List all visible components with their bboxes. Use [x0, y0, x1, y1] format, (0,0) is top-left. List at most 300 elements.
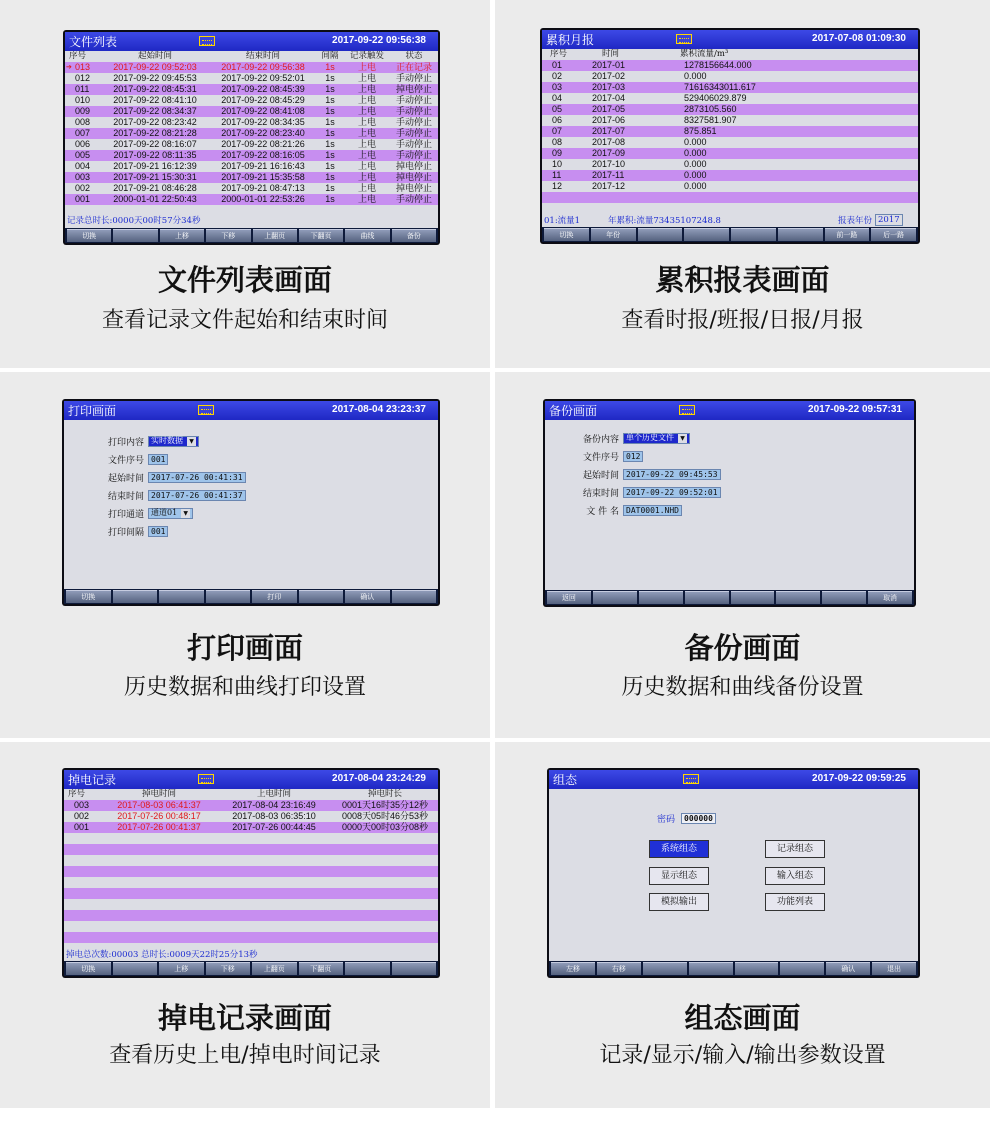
- config-option-button[interactable]: 输入组态: [765, 867, 825, 885]
- table-cell: 2873105.560: [684, 104, 737, 114]
- table-cell: 2017-09-21 15:35:58: [221, 172, 305, 182]
- function-key-8[interactable]: [392, 962, 437, 975]
- function-key-1[interactable]: 切换: [66, 590, 111, 603]
- table-cell: 06: [552, 115, 563, 125]
- table-row[interactable]: [65, 161, 438, 172]
- function-key-4[interactable]: [206, 590, 251, 603]
- table-row[interactable]: [542, 93, 918, 104]
- table-cell: 1s: [325, 62, 335, 72]
- table-cell: 001: [75, 194, 91, 204]
- field-label: 结束时间: [582, 488, 619, 499]
- report-caption-sub: 查看时报/班报/日报/月报: [621, 308, 864, 333]
- table-cell: 2017-09-22 08:16:05: [221, 150, 305, 160]
- backup-title: 备份画面: [549, 404, 598, 418]
- table-cell: 11: [552, 170, 562, 180]
- function-key-8[interactable]: 退出: [872, 962, 916, 975]
- table-row[interactable]: [65, 117, 438, 128]
- function-key-8[interactable]: 后一路: [871, 228, 916, 241]
- function-key-1[interactable]: 切换: [66, 962, 111, 975]
- col-header: 序号: [68, 789, 86, 799]
- col-header: 记录触发: [349, 51, 384, 61]
- keyboard-icon: [676, 34, 692, 44]
- field-label: 结束时间: [107, 491, 144, 502]
- table-row[interactable]: [542, 82, 918, 93]
- table-row[interactable]: [65, 106, 438, 117]
- table-cell: 掉电停止: [395, 84, 432, 94]
- table-cell: 2017-09-22 09:45:53: [113, 73, 197, 83]
- report-datetime: 2017-07-08 01:09:30: [812, 33, 906, 44]
- chevron-down-icon[interactable]: ▼: [678, 434, 687, 443]
- config-option-button[interactable]: 系统组态: [649, 840, 709, 858]
- table-row[interactable]: [64, 811, 438, 822]
- table-cell: 009: [75, 106, 91, 116]
- table-cell: 2017-07-26 00:44:45: [232, 822, 316, 832]
- chevron-down-icon[interactable]: ▼: [187, 437, 196, 446]
- table-cell: 手动停止: [395, 106, 432, 116]
- panel-report: [495, 0, 990, 368]
- empty-row: [64, 888, 438, 899]
- table-row[interactable]: [65, 194, 438, 205]
- table-cell: 010: [75, 95, 91, 105]
- config-datetime: 2017-09-22 09:59:25: [812, 773, 906, 784]
- table-cell: 手动停止: [395, 150, 432, 160]
- table-cell: 2017-09-22 08:23:40: [221, 128, 305, 138]
- keyboard-icon: [683, 774, 699, 784]
- function-key-3[interactable]: 上移: [159, 962, 204, 975]
- file-list-title-bar: [65, 32, 438, 51]
- function-key-3[interactable]: [639, 591, 683, 604]
- empty-row: [64, 833, 438, 844]
- config-function-bar: [549, 961, 918, 976]
- form-row: [573, 465, 721, 483]
- config-option-button[interactable]: 模拟输出: [649, 893, 709, 911]
- table-cell: 2017-08-04 23:16:49: [232, 800, 316, 810]
- print-function-bar: [64, 589, 438, 604]
- table-cell: 上电: [357, 172, 376, 182]
- table-cell: 2017-09-22 08:16:07: [113, 139, 197, 149]
- table-cell: 2017-12: [592, 181, 626, 191]
- table-cell: 2017-09-22 09:52:03: [113, 62, 197, 72]
- power-table: [64, 800, 438, 954]
- table-cell: 上电: [357, 73, 376, 83]
- table-cell: 2000-01-01 22:50:43: [113, 194, 197, 204]
- table-cell: 10: [552, 159, 563, 169]
- function-key-4[interactable]: 下移: [206, 962, 251, 975]
- config-caption-title: 组态画面: [684, 1001, 801, 1035]
- report-channel: 01:流量1: [544, 216, 581, 226]
- function-key-1[interactable]: 返回: [547, 591, 591, 604]
- table-cell: 1s: [325, 183, 335, 193]
- function-key-2[interactable]: [113, 962, 158, 975]
- function-key-6[interactable]: [780, 962, 824, 975]
- password-row: [657, 812, 716, 825]
- function-key-6[interactable]: [299, 590, 344, 603]
- table-cell: 2017-09-21 08:46:28: [113, 183, 197, 193]
- table-cell: 上电: [357, 117, 376, 127]
- table-cell: 05: [552, 104, 563, 114]
- dropdown-value: 通道01: [151, 508, 178, 517]
- print-screen: [62, 399, 440, 606]
- report-status: [542, 214, 918, 226]
- col-header: 状态: [405, 51, 423, 61]
- function-key-7[interactable]: 确认: [826, 962, 870, 975]
- table-row[interactable]: [65, 172, 438, 183]
- table-row[interactable]: [65, 183, 438, 194]
- table-cell: 1s: [325, 73, 335, 83]
- function-key-7[interactable]: [345, 962, 390, 975]
- empty-row: [542, 203, 918, 214]
- backup-title-bar: [545, 401, 914, 420]
- function-key-7[interactable]: 曲线: [345, 229, 389, 242]
- keyboard-icon: [679, 405, 695, 415]
- table-cell: 0.000: [684, 137, 707, 147]
- table-cell: 2017-09-22 08:23:42: [113, 117, 197, 127]
- config-option-button[interactable]: 功能列表: [765, 893, 825, 911]
- table-row[interactable]: [65, 128, 438, 139]
- function-key-5[interactable]: 上翻页: [253, 229, 297, 242]
- form-row: [573, 501, 721, 519]
- table-cell: 09: [552, 148, 563, 158]
- table-cell: 1278156644.000: [684, 60, 752, 70]
- field-label: 备份内容: [582, 434, 619, 445]
- file-list-datetime: 2017-09-22 09:56:38: [332, 35, 426, 46]
- table-cell: 2017-10: [592, 159, 626, 169]
- function-key-8[interactable]: [392, 590, 437, 603]
- table-cell: 02: [552, 71, 563, 81]
- col-header: 序号: [550, 49, 568, 59]
- table-cell: 2017-09-22 08:21:28: [113, 128, 197, 138]
- empty-row: [64, 844, 438, 855]
- empty-row: [64, 866, 438, 877]
- table-cell: 2017-09-21 16:12:39: [113, 161, 197, 171]
- table-cell: 2017-07: [592, 126, 626, 136]
- file-list-screen: [63, 30, 440, 245]
- function-key-7[interactable]: 确认: [345, 590, 390, 603]
- empty-row: [64, 855, 438, 866]
- table-cell: 001: [74, 822, 90, 832]
- file-list-title: 文件列表: [69, 35, 118, 49]
- table-row[interactable]: [65, 62, 438, 73]
- table-cell: 1s: [325, 139, 335, 149]
- col-header: 掉电时长: [367, 789, 402, 799]
- table-row[interactable]: [542, 181, 918, 192]
- function-key-4[interactable]: [684, 228, 729, 241]
- field-dropdown[interactable]: [148, 508, 193, 519]
- function-key-4[interactable]: 下移: [206, 229, 250, 242]
- function-key-7[interactable]: [822, 591, 866, 604]
- field-dropdown[interactable]: [623, 433, 690, 444]
- table-cell: 529406029.879: [684, 93, 747, 103]
- function-key-2[interactable]: 右移: [597, 962, 641, 975]
- table-cell: 2017-09-22 08:34:37: [113, 106, 197, 116]
- dropdown-value: 实时数据: [151, 436, 183, 445]
- backup-caption-title: 备份画面: [684, 631, 801, 665]
- col-header: 间隔: [321, 51, 339, 61]
- table-cell: 003: [75, 172, 91, 182]
- password-label: 密码: [657, 815, 676, 825]
- function-key-4[interactable]: [689, 962, 733, 975]
- table-cell: 2017-09-22 08:34:35: [221, 117, 305, 127]
- table-cell: 2017-05: [592, 104, 626, 114]
- report-function-bar: [542, 227, 918, 242]
- panel-file-list: [0, 0, 490, 368]
- col-header: 时间: [602, 49, 620, 59]
- form-row: [98, 468, 246, 486]
- table-cell: 008: [75, 117, 91, 127]
- form-row: [573, 429, 721, 447]
- panel-config: [495, 742, 990, 1108]
- table-cell: 08: [552, 137, 563, 147]
- print-title: 打印画面: [68, 404, 117, 418]
- table-cell: 2017-01: [592, 60, 626, 70]
- function-key-3[interactable]: 上移: [160, 229, 204, 242]
- table-cell: 03: [552, 82, 563, 92]
- table-cell: 上电: [357, 128, 376, 138]
- table-cell: 手动停止: [395, 73, 432, 83]
- table-cell: 8327581.907: [684, 115, 737, 125]
- field-value[interactable]: 2017-09-22 09:45:53: [623, 469, 721, 480]
- function-key-5[interactable]: [731, 228, 776, 241]
- empty-row: [64, 910, 438, 921]
- empty-row: [64, 877, 438, 888]
- function-key-5[interactable]: 上翻页: [252, 962, 297, 975]
- field-label: 文 件 名: [586, 506, 619, 517]
- table-cell: 01: [552, 60, 563, 70]
- table-cell: 2017-09-22 08:11:35: [113, 150, 197, 160]
- table-row[interactable]: [542, 115, 918, 126]
- print-form: [98, 432, 246, 540]
- function-key-6[interactable]: [778, 228, 823, 241]
- report-annual-total: 年累积:流量73435107248.8: [608, 216, 721, 226]
- table-cell: 掉电停止: [395, 161, 432, 171]
- function-key-5[interactable]: [735, 962, 779, 975]
- print-caption-title: 打印画面: [186, 631, 303, 665]
- chevron-down-icon[interactable]: ▼: [181, 509, 190, 518]
- table-cell: 0.000: [684, 181, 707, 191]
- table-cell: 0.000: [684, 159, 707, 169]
- print-datetime: 2017-08-04 23:23:37: [332, 404, 426, 415]
- col-header: 起始时间: [137, 51, 172, 61]
- field-value[interactable]: 012: [623, 451, 643, 462]
- current-record-arrow-icon: ➔: [66, 64, 72, 71]
- table-cell: 上电: [357, 161, 376, 171]
- table-cell: 手动停止: [395, 194, 432, 204]
- file-list-header: [65, 51, 438, 62]
- table-cell: 0.000: [684, 71, 707, 81]
- table-cell: 2017-08-03 06:41:37: [117, 800, 201, 810]
- table-cell: 上电: [357, 194, 376, 204]
- table-cell: 0008天05时46分53秒: [341, 811, 429, 821]
- table-cell: 2017-07-26 00:48:17: [117, 811, 201, 821]
- field-value[interactable]: DAT0001.NHD: [623, 505, 682, 516]
- table-cell: 1s: [325, 172, 335, 182]
- report-header: [542, 49, 918, 60]
- function-key-3[interactable]: [638, 228, 683, 241]
- table-cell: 011: [75, 84, 90, 94]
- function-key-1[interactable]: 左移: [551, 962, 595, 975]
- function-key-1[interactable]: 切换: [544, 228, 589, 241]
- table-row[interactable]: [65, 84, 438, 95]
- table-row[interactable]: [65, 73, 438, 84]
- col-header: 结束时间: [245, 51, 280, 61]
- table-cell: 2017-08-03 06:35:10: [232, 811, 316, 821]
- table-row[interactable]: [65, 139, 438, 150]
- table-cell: 1s: [325, 150, 335, 160]
- power-header: [64, 789, 438, 800]
- function-key-5[interactable]: [731, 591, 775, 604]
- print-title-bar: [64, 401, 438, 420]
- function-key-6[interactable]: 下翻页: [299, 229, 343, 242]
- function-key-2[interactable]: [593, 591, 637, 604]
- field-value[interactable]: 001: [148, 526, 168, 537]
- table-cell: 2017-09-22 09:56:38: [221, 62, 305, 72]
- function-key-7[interactable]: 前一路: [825, 228, 870, 241]
- field-label: 起始时间: [107, 473, 144, 484]
- function-key-3[interactable]: [643, 962, 687, 975]
- table-cell: 2017-08: [592, 137, 626, 147]
- table-cell: 2017-09-22 08:45:39: [221, 84, 305, 94]
- table-cell: 上电: [357, 183, 376, 193]
- keyboard-icon: [198, 774, 214, 784]
- table-cell: 0001天16时35分12秒: [341, 800, 429, 810]
- function-key-2[interactable]: [113, 590, 158, 603]
- backup-form: [573, 429, 721, 519]
- table-cell: 1s: [325, 106, 335, 116]
- table-cell: 1s: [325, 194, 335, 204]
- table-cell: 007: [75, 128, 91, 138]
- function-key-8[interactable]: 取消: [868, 591, 912, 604]
- power-datetime: 2017-08-04 23:24:29: [332, 773, 426, 784]
- power-status: 掉电总次数:00003 总时长:0009天22时25分13秒: [66, 950, 258, 960]
- table-cell: 手动停止: [395, 139, 432, 149]
- table-cell: 掉电停止: [395, 172, 432, 182]
- config-option-button[interactable]: 显示组态: [649, 867, 709, 885]
- report-screen: [540, 28, 920, 244]
- config-title: 组态: [553, 773, 578, 787]
- form-row: [98, 432, 246, 450]
- panel-backup: [495, 372, 990, 738]
- table-cell: 004: [75, 161, 91, 171]
- table-row[interactable]: [65, 95, 438, 106]
- field-label: 文件序号: [582, 452, 619, 463]
- table-cell: 013: [75, 62, 91, 72]
- table-cell: 003: [74, 800, 90, 810]
- empty-row: [542, 192, 918, 203]
- file-list-caption-sub: 查看记录文件起始和结束时间: [101, 308, 388, 333]
- report-year-label: 报表年份: [838, 216, 873, 226]
- table-row[interactable]: [542, 170, 918, 181]
- table-row[interactable]: [542, 148, 918, 159]
- table-row[interactable]: [542, 71, 918, 82]
- form-row: [573, 483, 721, 501]
- table-cell: 0000天00时03分08秒: [341, 822, 429, 832]
- table-cell: 上电: [357, 62, 376, 72]
- keyboard-icon: [198, 405, 214, 415]
- field-label: 打印间隔: [107, 527, 144, 538]
- table-cell: 上电: [357, 150, 376, 160]
- table-row[interactable]: [542, 60, 918, 71]
- function-key-6[interactable]: 下翻页: [299, 962, 344, 975]
- table-cell: 2017-02: [592, 71, 626, 81]
- table-cell: 手动停止: [395, 128, 432, 138]
- table-cell: 掉电停止: [395, 183, 432, 193]
- table-cell: 1s: [325, 84, 335, 94]
- table-cell: 2017-11: [592, 170, 625, 180]
- table-row[interactable]: [64, 822, 438, 833]
- table-cell: 2017-09-22 09:52:01: [221, 73, 305, 83]
- table-row[interactable]: [542, 137, 918, 148]
- report-title: 累积月报: [546, 33, 595, 47]
- field-value[interactable]: 2017-07-26 00:41:37: [148, 490, 246, 501]
- report-caption-title: 累积报表画面: [655, 263, 830, 297]
- field-label: 文件序号: [107, 455, 144, 466]
- config-title-bar: [549, 770, 918, 789]
- function-key-3[interactable]: [159, 590, 204, 603]
- table-cell: 2017-07-26 00:41:37: [117, 822, 201, 832]
- file-list-function-bar: [65, 228, 438, 243]
- form-row: [98, 450, 246, 468]
- function-key-8[interactable]: 备份: [392, 229, 436, 242]
- field-dropdown[interactable]: [148, 436, 199, 447]
- backup-caption-sub: 历史数据和曲线备份设置: [621, 675, 864, 700]
- table-cell: 04: [552, 93, 563, 103]
- table-cell: 012: [75, 73, 91, 83]
- table-row[interactable]: [542, 159, 918, 170]
- power-title-bar: [64, 770, 438, 789]
- report-year-field[interactable]: 2017: [875, 214, 903, 226]
- table-cell: 1s: [325, 161, 335, 171]
- config-option-button[interactable]: 记录组态: [765, 840, 825, 858]
- table-cell: 手动停止: [395, 95, 432, 105]
- table-cell: 2017-09: [592, 148, 626, 158]
- col-header: 上电时间: [256, 789, 291, 799]
- function-key-5[interactable]: 打印: [252, 590, 297, 603]
- config-caption-sub: 记录/显示/输入/输出参数设置: [599, 1043, 886, 1068]
- function-key-6[interactable]: [776, 591, 820, 604]
- table-cell: 1s: [325, 117, 335, 127]
- col-header: 掉电时间: [141, 789, 176, 799]
- table-row[interactable]: [65, 150, 438, 161]
- table-cell: 005: [75, 150, 91, 160]
- field-value[interactable]: 001: [148, 454, 168, 465]
- table-cell: 1s: [325, 128, 335, 138]
- table-cell: 2017-09-21 08:47:13: [221, 183, 305, 193]
- password-field[interactable]: 000000: [681, 813, 716, 824]
- table-cell: 07: [552, 126, 563, 136]
- backup-function-bar: [545, 590, 914, 605]
- power-screen: [62, 768, 440, 978]
- backup-datetime: 2017-09-22 09:57:31: [808, 404, 902, 415]
- table-row[interactable]: [64, 800, 438, 811]
- file-list-status: 记录总时长:0000天00时57分34秒: [67, 216, 201, 226]
- print-caption-sub: 历史数据和曲线打印设置: [123, 675, 366, 700]
- function-key-2[interactable]: 年份: [591, 228, 636, 241]
- function-key-4[interactable]: [685, 591, 729, 604]
- table-row[interactable]: [542, 126, 918, 137]
- field-value[interactable]: 2017-09-22 09:52:01: [623, 487, 721, 498]
- report-table: [542, 60, 918, 214]
- function-key-2[interactable]: [113, 229, 157, 242]
- table-cell: 2017-03: [592, 82, 626, 92]
- backup-screen: [543, 399, 916, 607]
- table-cell: 上电: [357, 139, 376, 149]
- field-value[interactable]: 2017-07-26 00:41:31: [148, 472, 246, 483]
- file-list-table: [65, 62, 438, 205]
- power-caption-title: 掉电记录画面: [157, 1001, 332, 1035]
- function-key-1[interactable]: 切换: [67, 229, 111, 242]
- table-cell: 2017-06: [592, 115, 626, 125]
- table-row[interactable]: [542, 104, 918, 115]
